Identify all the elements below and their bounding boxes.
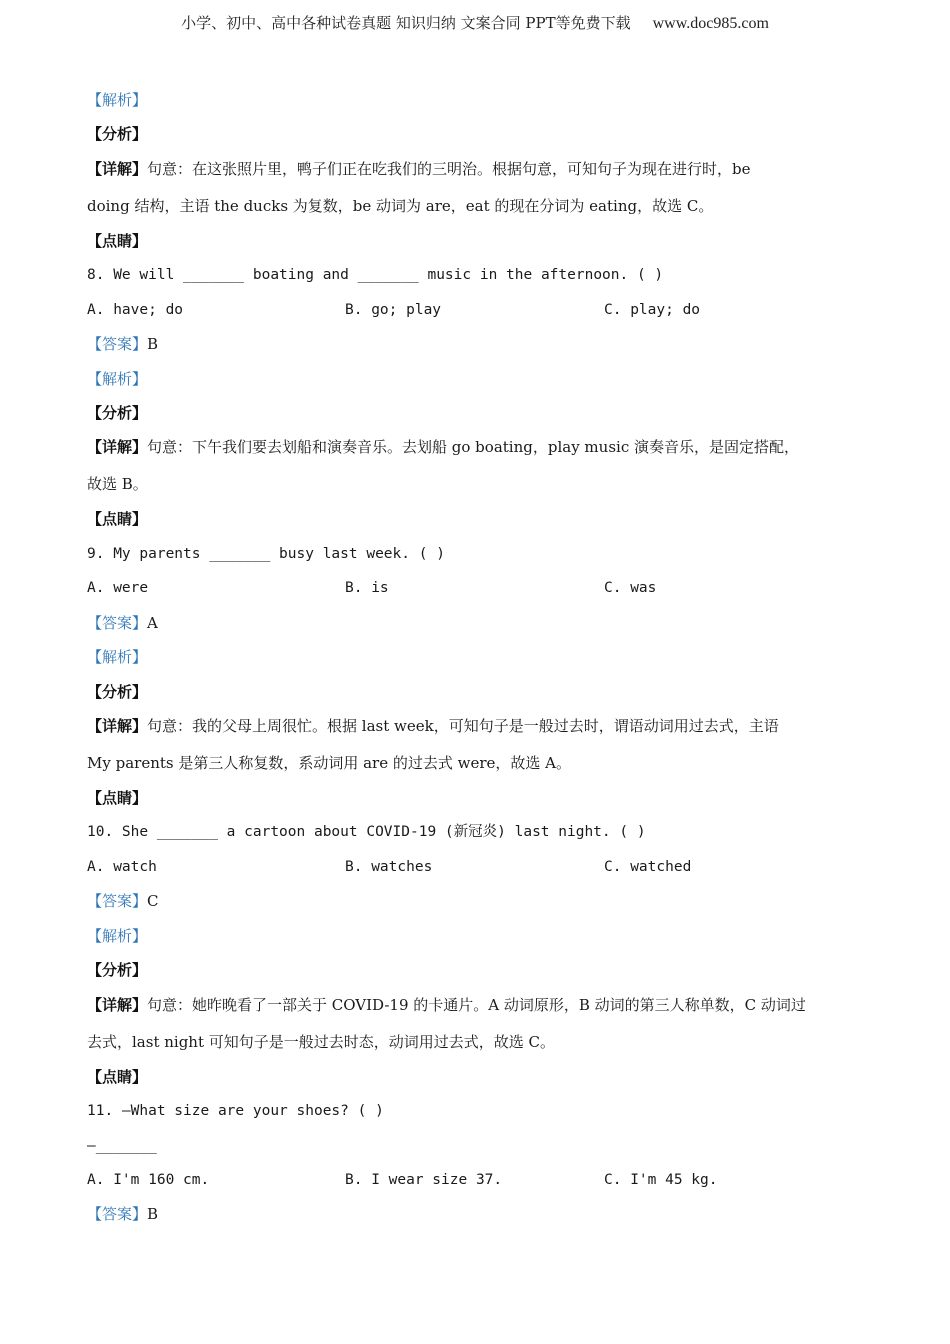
detail-tag: 【详解】 bbox=[87, 160, 148, 178]
question-9: 9. My parents _______ busy last week. ( ) bbox=[87, 546, 445, 562]
q10-analysis-tag: 【解析】 bbox=[87, 927, 148, 945]
q10-answer bbox=[87, 891, 159, 911]
detail-tag: 【详解】 bbox=[87, 996, 148, 1014]
question-8: 8. We will _______ boating and _______ music in the afternoon. ( ) bbox=[87, 267, 664, 283]
header-site-link[interactable]: www.doc985.com bbox=[652, 15, 769, 32]
q10-detail-cont: 去式，last night 可知句子是一般过去时态，动词用过去式，故选 C。 bbox=[87, 1033, 555, 1051]
q8-analysis-tag: 【解析】 bbox=[87, 370, 148, 388]
q11-answer bbox=[87, 1204, 158, 1224]
detail-line bbox=[87, 159, 751, 179]
detail-text: 句意：在这张照片里，鸭子们正在吃我们的三明治。根据句意，可知句子为现在进行时，be bbox=[147, 160, 751, 178]
q10-option-a: A. watch bbox=[87, 859, 157, 875]
q10-detail bbox=[87, 995, 806, 1015]
answer-value: A bbox=[147, 614, 158, 632]
q9-option-c: C. was bbox=[604, 580, 657, 596]
answer-tag: 【答案】 bbox=[87, 614, 148, 632]
q8-detail bbox=[87, 437, 799, 457]
analysis-tag: 【解析】 bbox=[87, 91, 148, 109]
q11-option-a: A. I'm 160 cm. bbox=[87, 1172, 210, 1188]
detail-tag: 【详解】 bbox=[87, 438, 148, 456]
dianjing-tag: 【点睛】 bbox=[87, 232, 148, 250]
q8-answer bbox=[87, 334, 158, 354]
detail-text: 句意：她昨晚看了一部关于 COVID-19 的卡通片。A 动词原形，B 动词的第三人称单数，C 动词过 bbox=[147, 996, 806, 1014]
answer-value: B bbox=[147, 1205, 159, 1223]
detail-line-cont: doing 结构，主语 the ducks 为复数，be 动词为 are，eat 的现在分词为 eating，故选 C。 bbox=[87, 197, 714, 215]
fenxi-tag: 【分析】 bbox=[87, 125, 148, 143]
answer-value: C bbox=[147, 892, 159, 910]
page-header bbox=[0, 12, 950, 33]
q11-option-c: C. I'm 45 kg. bbox=[604, 1172, 718, 1188]
answer-tag: 【答案】 bbox=[87, 335, 148, 353]
q10-fenxi-tag: 【分析】 bbox=[87, 961, 148, 979]
q10-dianjing-tag: 【点睛】 bbox=[87, 1068, 148, 1086]
q11-option-b: B. I wear size 37. bbox=[345, 1172, 503, 1188]
q8-dianjing-tag: 【点睛】 bbox=[87, 510, 148, 528]
answer-tag: 【答案】 bbox=[87, 892, 148, 910]
q11-answer-blank: —_______ bbox=[87, 1138, 157, 1154]
q8-option-c: C. play; do bbox=[604, 302, 701, 318]
detail-text: 句意：下午我们要去划船和演奏音乐。去划船 go boating，play music 演奏音乐，是固定搭配， bbox=[147, 438, 799, 456]
q8-option-a: A. have; do bbox=[87, 302, 184, 318]
q9-option-a: A. were bbox=[87, 580, 149, 596]
q9-option-b: B. is bbox=[345, 580, 389, 596]
q8-option-b: B. go; play bbox=[345, 302, 442, 318]
q9-analysis-tag: 【解析】 bbox=[87, 648, 148, 666]
header-text: 小学、初中、高中各种试卷真题 知识归纳 文案合同 PPT等免费下载 bbox=[181, 14, 631, 32]
q9-fenxi-tag: 【分析】 bbox=[87, 683, 148, 701]
q9-dianjing-tag: 【点睛】 bbox=[87, 789, 148, 807]
q9-detail bbox=[87, 716, 779, 736]
answer-value: B bbox=[147, 335, 159, 353]
q10-option-c: C. watched bbox=[604, 859, 692, 875]
detail-text: 句意：我的父母上周很忙。根据 last week，可知句子是一般过去时，谓语动词用过去式，主语 bbox=[147, 717, 779, 735]
q8-fenxi-tag: 【分析】 bbox=[87, 404, 148, 422]
answer-tag: 【答案】 bbox=[87, 1205, 148, 1223]
detail-tag: 【详解】 bbox=[87, 717, 148, 735]
question-11: 11. —What size are your shoes? ( ) bbox=[87, 1103, 384, 1119]
q10-option-b: B. watches bbox=[345, 859, 433, 875]
question-10: 10. She _______ a cartoon about COVID-19 (新冠炎) last night. ( ) bbox=[87, 824, 646, 840]
q9-answer bbox=[87, 613, 158, 633]
q9-detail-cont: My parents 是第三人称复数，系动词用 are 的过去式 were，故选 A。 bbox=[87, 754, 572, 772]
q8-detail-cont: 故选 B。 bbox=[87, 475, 148, 493]
